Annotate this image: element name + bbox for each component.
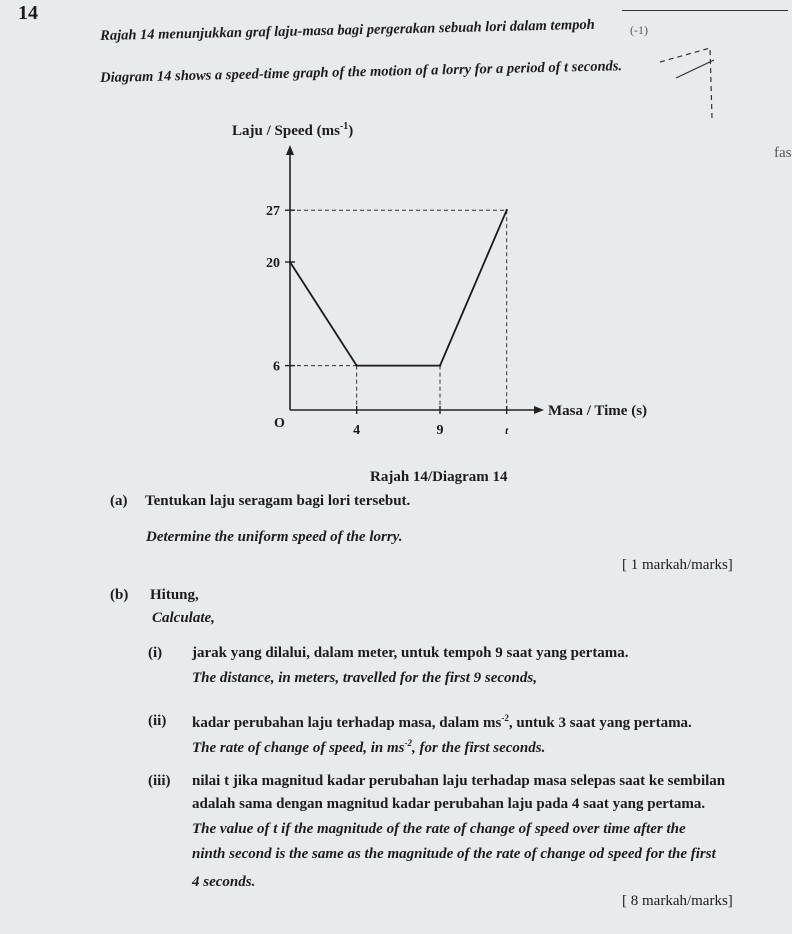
part-b-i-english: The distance, in meters, travelled for the first 9 seconds, [192, 670, 537, 686]
data-point [439, 364, 441, 366]
top-right-rule [622, 10, 788, 11]
part-a-english: Determine the uniform speed of the lorry. [146, 529, 403, 545]
part-b-malay: Hitung, [150, 587, 199, 603]
origin-label: O [274, 416, 285, 431]
corner-scribble: (-1) [630, 23, 648, 37]
y-axis-label: Laju / Speed $(ms^{-1})$ [232, 121, 354, 139]
x-tick-label: 4 [353, 423, 361, 438]
part-b-iii-malay-1: nilai t jika magnitud kadar perubahan laju terhadap masa selepas saat ke sembilan [192, 773, 726, 789]
x-tick-label: t [505, 425, 509, 437]
part-b-ii-english: The rate of change of speed, in $ms^{-2}$, for the first seconds. [192, 738, 546, 756]
part-b-iii-english-2: ninth second is the same as the magnitude of the rate of change od speed for the first [192, 846, 716, 862]
question-number: 14 [18, 2, 38, 24]
y-tick-label: 6 [273, 359, 280, 375]
part-a-malay: Tentukan laju seragam bagi lori tersebut. [145, 493, 411, 509]
part-b-ii-malay: kadar perubahan laju terhadap masa, dalam $ms^{-2}$, untuk 3 saat yang pertama. [192, 713, 692, 731]
y-axis-arrow [286, 145, 294, 155]
speed-time-chart [200, 115, 670, 455]
part-b-english: Calculate, [152, 610, 215, 626]
part-b-label: (b) [110, 587, 129, 603]
part-b-iii-english-3: 4 seconds. [192, 874, 256, 890]
part-b-i-malay: jarak yang dilalui, dalam meter, untuk tempoh 9 saat yang pertama. [192, 645, 629, 661]
x-axis-label: Masa / Time (s) [548, 403, 648, 419]
speed-line [290, 210, 507, 365]
part-b-marks: [ 8 markah/marks] [622, 893, 733, 909]
x-axis-arrow [534, 406, 544, 414]
part-a-marks: [ 1 markah/marks] [622, 557, 733, 573]
part-b-i-label: (i) [148, 645, 163, 661]
data-point [355, 364, 357, 366]
y-tick-label: 27 [266, 204, 280, 220]
data-point [505, 209, 507, 211]
margin-fragment: fas [774, 145, 792, 161]
part-a-label: (a) [110, 493, 128, 509]
part-b-iii-label: (iii) [148, 773, 171, 789]
dashed-margin-mark [660, 40, 730, 120]
intro-english: Diagram 14 shows a speed-time graph of the motion of a lorry for a period of t seconds. [100, 58, 623, 86]
figure-caption: Rajah 14/Diagram 14 [370, 469, 508, 485]
part-b-iii-malay-2: adalah sama dengan magnitud kadar perubahan laju pada 4 saat yang pertama. [192, 796, 706, 812]
part-b-iii-english-1: The value of t if the magnitude of the rate of change of speed over time after the [192, 821, 686, 837]
x-tick-label: 9 [436, 423, 444, 438]
part-b-ii-label: (ii) [148, 713, 167, 729]
intro-malay: Rajah 14 menunjukkan graf laju-masa bagi pergerakan sebuah lori dalam tempoh [100, 16, 595, 44]
y-tick-label: 20 [266, 256, 280, 271]
